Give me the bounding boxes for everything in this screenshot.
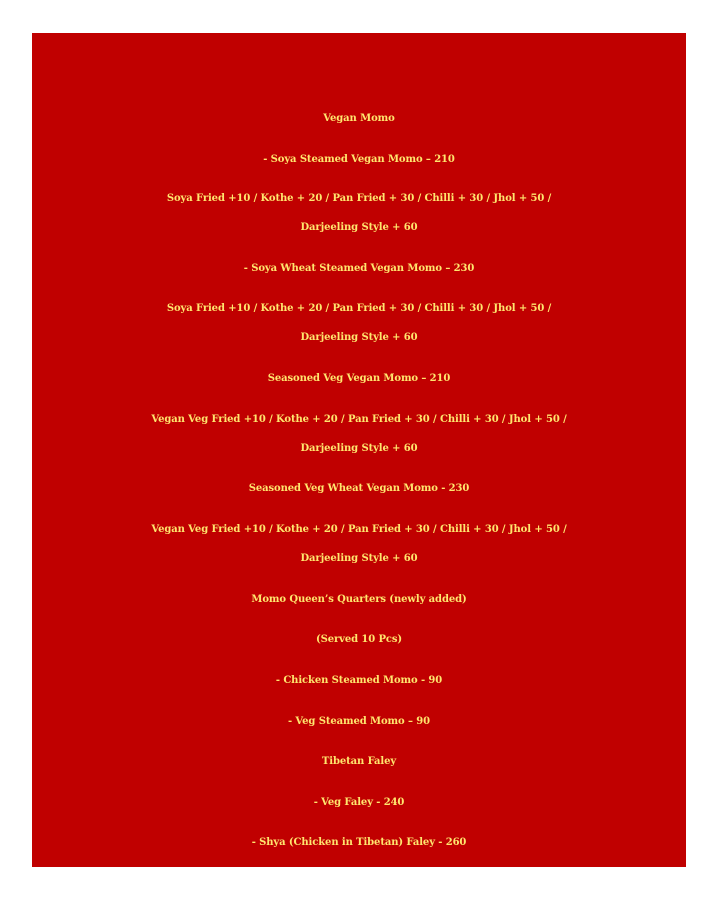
section-heading-vegan-momo: Vegan Momo [323,113,395,124]
section-heading-tibetan-faley: Tibetan Faley [321,756,397,767]
addon-options-line-1: Soya Fried +10 / Kothe + 20 / Pan Fried + 30 / Chilli + 30 / Jhol + 50 / [166,303,552,314]
addon-options-line-1: Soya Fried +10 / Kothe + 20 / Pan Fried + 30 / Chilli + 30 / Jhol + 50 / [166,193,552,204]
menu-item-soya-steamed-vegan-momo: - Soya Steamed Vegan Momo – 210 [263,154,455,165]
addon-options-line-1: Vegan Veg Fried +10 / Kothe + 20 / Pan Fried + 30 / Chilli + 30 / Jhol + 50 / [151,524,567,535]
menu-panel [32,33,686,867]
menu-item-veg-faley: - Veg Faley - 240 [313,797,405,808]
addon-options-line-2: Darjeeling Style + 60 [300,553,418,564]
menu-item-veg-steamed-momo: - Veg Steamed Momo – 90 [288,716,430,727]
menu-item-seasoned-veg-wheat-vegan-momo: Seasoned Veg Wheat Vegan Momo - 230 [248,483,470,494]
addon-options-line-2: Darjeeling Style + 60 [300,222,418,233]
menu-item-seasoned-veg-vegan-momo: Seasoned Veg Vegan Momo – 210 [267,373,451,384]
section-heading-momo-queens-quarters: Momo Queen’s Quarters (newly added) [251,594,467,605]
menu-item-shya-faley: - Shya (Chicken in Tibetan) Faley - 260 [251,837,467,848]
menu-item-chicken-steamed-momo: - Chicken Steamed Momo - 90 [275,675,443,686]
addon-options-line-1: Vegan Veg Fried +10 / Kothe + 20 / Pan Fried + 30 / Chilli + 30 / Jhol + 50 / [151,414,567,425]
serving-note: (Served 10 Pcs) [315,634,403,645]
addon-options-line-2: Darjeeling Style + 60 [300,332,418,343]
addon-options-line-2: Darjeeling Style + 60 [300,443,418,454]
menu-item-soya-wheat-steamed-vegan-momo: - Soya Wheat Steamed Vegan Momo – 230 [243,263,475,274]
